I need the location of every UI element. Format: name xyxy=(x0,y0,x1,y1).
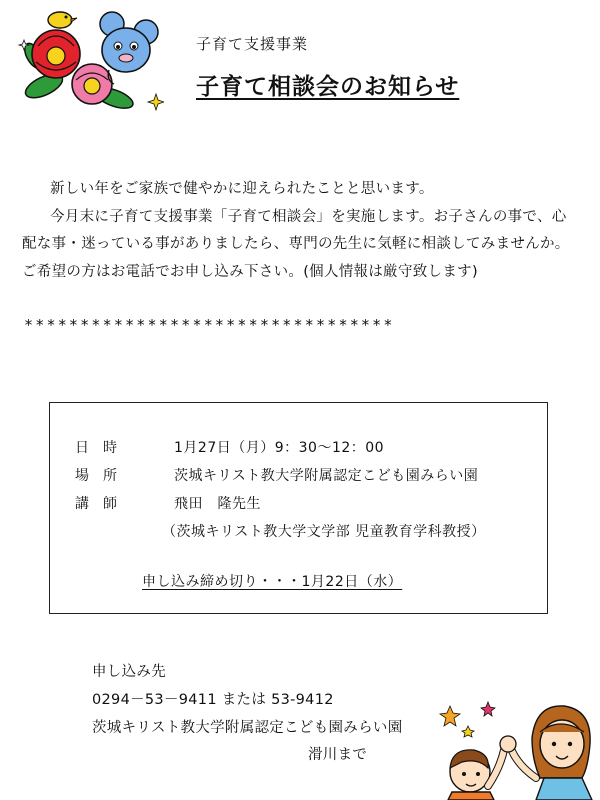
event-details-box xyxy=(49,402,548,614)
mouse-mascot-icon xyxy=(100,12,158,84)
lecturer-affiliation: （茨城キリスト教大学文学部 児童教育学科教授） xyxy=(162,524,486,540)
camellia-mascot-illustration xyxy=(14,6,164,111)
red-flower-icon xyxy=(32,30,80,78)
contact-organization: 茨城キリスト教大学附属認定こども園みらい園 xyxy=(92,720,403,736)
child-icon xyxy=(448,750,504,800)
intro-paragraph-2: 今月末に子育て支援事業「子育て相談会」を実施します。お子さんの事で、心配な事・迷っている事がありましたら、専門の先生に気軽に相談してみませんか。ご希望の方はお電話でお申し込み下さい。(個人情報は厳守致します) xyxy=(22,208,570,280)
intro-paragraph-1: 新しい年をご家族で健やかに迎えられたことと思います。 xyxy=(50,181,434,197)
place-label: 場所 xyxy=(75,468,131,484)
mother-icon xyxy=(510,706,592,800)
lecturer-label: 講師 xyxy=(75,496,131,512)
intro-text xyxy=(22,176,578,286)
mother-child-illustration xyxy=(432,698,600,800)
contact-person: 滑川まで xyxy=(308,747,368,763)
asterisk-divider: ********************************* xyxy=(24,316,395,334)
application-deadline: 申し込み締め切り・・・1月22日（水） xyxy=(142,574,403,590)
star-icon xyxy=(462,726,474,737)
hand-icon xyxy=(500,736,516,752)
star-icon xyxy=(440,706,460,726)
star-icon xyxy=(481,702,495,716)
sparkle-icon xyxy=(148,94,164,110)
contact-phone: 0294－53－9411 または 53-9412 xyxy=(92,692,334,708)
bird-icon xyxy=(48,12,77,28)
date-label: 日時 xyxy=(75,440,131,456)
date-value: 1月27日（月）9：30～12：00 xyxy=(174,440,385,456)
pink-flower-icon xyxy=(72,64,112,104)
contact-heading: 申し込み先 xyxy=(92,664,166,680)
event-category: 子育て支援事業 xyxy=(196,35,309,53)
page-title: 子育て相談会のお知らせ xyxy=(196,74,460,100)
lecturer-value: 飛田 隆先生 xyxy=(174,496,261,512)
place-value: 茨城キリスト教大学附属認定こども園みらい園 xyxy=(174,468,479,484)
